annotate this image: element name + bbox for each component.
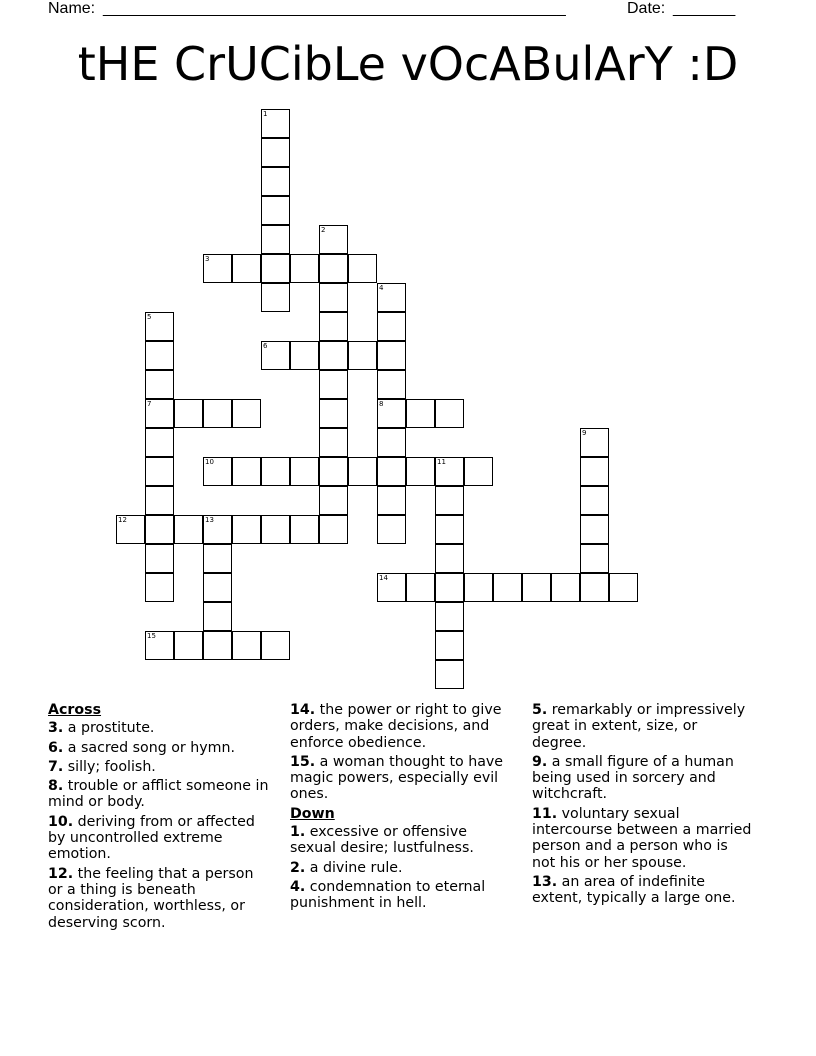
clue-number: 6 bbox=[263, 342, 268, 350]
crossword-cell[interactable] bbox=[464, 573, 493, 602]
crossword-cell[interactable] bbox=[435, 573, 464, 602]
clue-number: 15 bbox=[147, 632, 156, 640]
crossword-cell[interactable] bbox=[551, 573, 580, 602]
crossword-cell[interactable] bbox=[261, 254, 290, 283]
crossword-cell[interactable] bbox=[203, 254, 232, 283]
clue-number: 12 bbox=[118, 516, 127, 524]
clue-across-6: 6. a sacred song or hymn. bbox=[48, 739, 235, 756]
clue-down-11: 11. voluntary sexual intercourse between a married person and a person who is not his or her spouse. bbox=[532, 805, 752, 871]
crossword-cell[interactable] bbox=[232, 515, 261, 544]
crossword-cell[interactable] bbox=[145, 312, 174, 341]
clue-number: 1 bbox=[263, 110, 268, 118]
crossword-cell[interactable] bbox=[145, 573, 174, 602]
crossword-cell[interactable] bbox=[435, 515, 464, 544]
crossword-cell[interactable] bbox=[145, 515, 174, 544]
clues-column-3 bbox=[532, 702, 754, 910]
clue-number: 9 bbox=[582, 429, 587, 437]
page-title: tHE CrUCibLe vOcABulArY :D bbox=[77, 37, 739, 91]
clue-number: 14 bbox=[379, 574, 388, 582]
crossword-cell[interactable] bbox=[116, 515, 145, 544]
crossword-cell[interactable] bbox=[145, 544, 174, 573]
crossword-cell[interactable] bbox=[145, 457, 174, 486]
crossword-cell[interactable] bbox=[261, 341, 290, 370]
crossword-cell[interactable] bbox=[493, 573, 522, 602]
clue-number: 13 bbox=[205, 516, 214, 524]
crossword-cell[interactable] bbox=[145, 631, 174, 660]
clue-number: 8 bbox=[379, 400, 384, 408]
crossword-cell[interactable] bbox=[377, 312, 406, 341]
crossword-cell[interactable] bbox=[290, 457, 319, 486]
clues-column-2 bbox=[290, 702, 512, 915]
crossword-cell[interactable] bbox=[203, 399, 232, 428]
crossword-cell[interactable] bbox=[145, 370, 174, 399]
crossword-cell[interactable] bbox=[319, 515, 348, 544]
crossword-cell[interactable] bbox=[348, 254, 377, 283]
clue-across-15: 15. a woman thought to have magic powers, especially evil ones. bbox=[290, 753, 504, 803]
crossword-cell[interactable] bbox=[377, 457, 406, 486]
crossword-cell[interactable] bbox=[609, 573, 638, 602]
crossword-cell[interactable] bbox=[203, 457, 232, 486]
crossword-cell[interactable] bbox=[290, 254, 319, 283]
crossword-cell[interactable] bbox=[377, 428, 406, 457]
clue-down-2: 2. a divine rule. bbox=[290, 859, 403, 876]
clue-number: 11 bbox=[437, 458, 446, 466]
crossword-cell[interactable] bbox=[580, 486, 609, 515]
clue-down-4: 4. condemnation to eternal punishment in hell. bbox=[290, 878, 486, 912]
crossword-cell[interactable] bbox=[319, 254, 348, 283]
crossword-cell[interactable] bbox=[261, 196, 290, 225]
crossword-cell[interactable] bbox=[406, 399, 435, 428]
crossword-cell[interactable] bbox=[377, 515, 406, 544]
crossword-cell[interactable] bbox=[319, 341, 348, 370]
clue-across-3: 3. a prostitute. bbox=[48, 720, 155, 737]
crossword-cell[interactable] bbox=[435, 631, 464, 660]
crossword-cell[interactable] bbox=[377, 573, 406, 602]
crossword-cell[interactable] bbox=[319, 399, 348, 428]
crossword-cell[interactable] bbox=[580, 515, 609, 544]
crossword-cell[interactable] bbox=[290, 515, 319, 544]
clue-number: 5 bbox=[147, 313, 152, 321]
crossword-cell[interactable] bbox=[174, 515, 203, 544]
crossword-cell[interactable] bbox=[580, 573, 609, 602]
clue-number: 4 bbox=[379, 284, 384, 292]
crossword-cell[interactable] bbox=[319, 312, 348, 341]
crossword-cell[interactable] bbox=[261, 225, 290, 254]
crossword-cell[interactable] bbox=[261, 515, 290, 544]
name-field[interactable]: ____________________________________________________ bbox=[103, 0, 566, 17]
crossword-cell[interactable] bbox=[174, 631, 203, 660]
crossword-cell[interactable] bbox=[435, 660, 464, 689]
crossword-cell[interactable] bbox=[145, 341, 174, 370]
crossword-cell[interactable] bbox=[377, 486, 406, 515]
crossword-cell[interactable] bbox=[232, 631, 261, 660]
crossword-cell[interactable] bbox=[348, 457, 377, 486]
crossword-cell[interactable] bbox=[145, 428, 174, 457]
crossword-cell[interactable] bbox=[319, 457, 348, 486]
crossword-cell[interactable] bbox=[435, 399, 464, 428]
crossword-cell[interactable] bbox=[290, 341, 319, 370]
crossword-cell[interactable] bbox=[377, 341, 406, 370]
crossword-cell[interactable] bbox=[377, 399, 406, 428]
crossword-cell[interactable] bbox=[580, 457, 609, 486]
crossword-cell[interactable] bbox=[232, 254, 261, 283]
crossword-cell[interactable] bbox=[319, 225, 348, 254]
crossword-cell[interactable] bbox=[261, 283, 290, 312]
clue-down-13: 13. an area of indefinite extent, typically a large one. bbox=[532, 873, 736, 907]
crossword-cell[interactable] bbox=[319, 428, 348, 457]
crossword-cell[interactable] bbox=[203, 544, 232, 573]
clue-down-9: 9. a small figure of a human being used in sorcery and witchcraft. bbox=[532, 753, 734, 803]
crossword-cell[interactable] bbox=[261, 167, 290, 196]
clue-down-1: 1. excessive or offensive sexual desire; lustfulness. bbox=[290, 824, 474, 857]
clue-number: 7 bbox=[147, 400, 152, 408]
crossword-cell[interactable] bbox=[232, 457, 261, 486]
clue-across-7: 7. silly; foolish. bbox=[48, 758, 156, 775]
crossword-cell[interactable] bbox=[319, 370, 348, 399]
clue-number: 10 bbox=[205, 458, 214, 466]
crossword-cell[interactable] bbox=[580, 544, 609, 573]
clue-number: 3 bbox=[205, 255, 210, 263]
date-label: Date: bbox=[627, 0, 666, 17]
clue-across-12: 12. the feeling that a person or a thing is beneath consideration, worthless, or deserving scorn. bbox=[48, 865, 254, 931]
crossword-cell[interactable] bbox=[261, 138, 290, 167]
crossword-cell[interactable] bbox=[145, 486, 174, 515]
clue-number: 2 bbox=[321, 226, 326, 234]
crossword-cell[interactable] bbox=[261, 631, 290, 660]
name-label: Name: bbox=[48, 0, 96, 17]
crossword-cell[interactable] bbox=[406, 457, 435, 486]
crossword-cell[interactable] bbox=[377, 370, 406, 399]
clue-down-5: 5. remarkably or impressively great in extent, size, or degree. bbox=[532, 702, 746, 751]
crossword-cell[interactable] bbox=[522, 573, 551, 602]
crossword-cell[interactable] bbox=[435, 602, 464, 631]
crossword-cell[interactable] bbox=[261, 457, 290, 486]
down-heading: Down bbox=[290, 805, 335, 822]
crossword-cell[interactable] bbox=[203, 602, 232, 631]
crossword-cell[interactable] bbox=[377, 283, 406, 312]
crossword-cell[interactable] bbox=[464, 457, 493, 486]
crossword-cell[interactable] bbox=[435, 457, 464, 486]
crossword-cell[interactable] bbox=[319, 283, 348, 312]
crossword-cell[interactable] bbox=[203, 515, 232, 544]
clue-across-14: 14. the power or right to give orders, make decisions, and enforce obedience. bbox=[290, 702, 502, 751]
crossword-cell[interactable] bbox=[174, 399, 203, 428]
crossword-cell[interactable] bbox=[348, 341, 377, 370]
crossword-cell[interactable] bbox=[580, 428, 609, 457]
crossword-cell[interactable] bbox=[435, 486, 464, 515]
clues-column-1 bbox=[48, 702, 270, 934]
clue-across-10: 10. deriving from or affected by uncontrolled extreme emotion. bbox=[48, 813, 255, 863]
crossword-cell[interactable] bbox=[203, 573, 232, 602]
crossword-cell[interactable] bbox=[145, 399, 174, 428]
across-heading: Across bbox=[48, 702, 102, 718]
clue-across-8: 8. trouble or afflict someone in mind or body. bbox=[48, 778, 269, 811]
crossword-cell[interactable] bbox=[261, 109, 290, 138]
date-field[interactable]: _______ bbox=[673, 0, 736, 17]
crossword-cell[interactable] bbox=[319, 486, 348, 515]
crossword-cell[interactable] bbox=[435, 544, 464, 573]
crossword-cell[interactable] bbox=[203, 631, 232, 660]
crossword-cell[interactable] bbox=[406, 573, 435, 602]
crossword-cell[interactable] bbox=[232, 399, 261, 428]
